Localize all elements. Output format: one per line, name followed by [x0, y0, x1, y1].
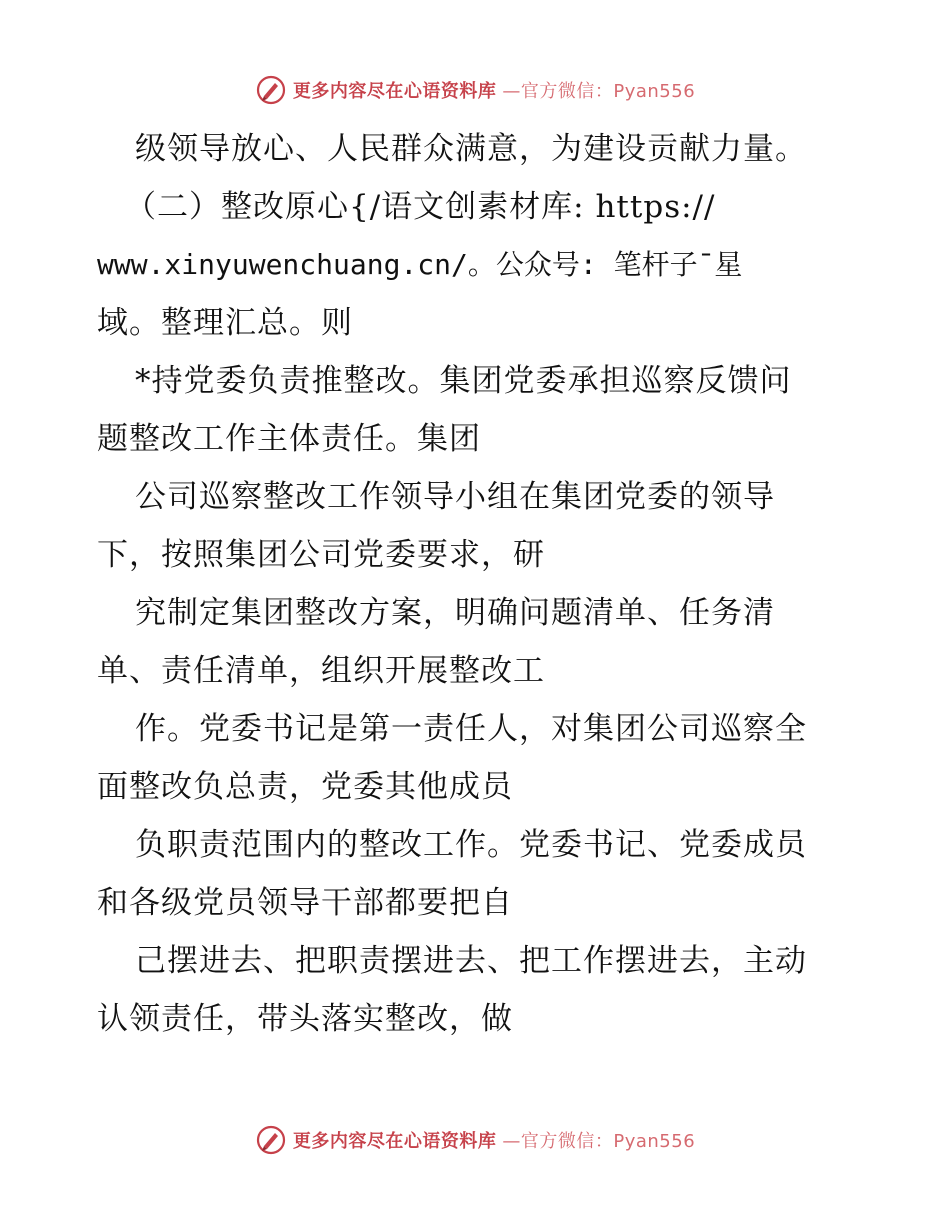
- text-line: 究制定集团整改方案，明确问题清单、任务清: [135, 595, 775, 631]
- text-line: 作。党委书记是第一责任人，对集团公司巡察全: [135, 711, 807, 747]
- text-line: 单、责任清单，组织开展整改工: [97, 653, 545, 689]
- footer-banner-main-text: 更多内容尽在心语资料库: [292, 1131, 497, 1152]
- footer-watermark-banner: [0, 1120, 950, 1160]
- text-line: www.xinyuwenchuang.cn/。公众号: 笔杆子¯星: [97, 248, 743, 281]
- text-line: 域。整理汇总。则: [97, 305, 353, 341]
- header-watermark-banner: [0, 70, 950, 110]
- text-line: 题整改工作主体责任。集团: [97, 421, 481, 457]
- document-body: [97, 120, 857, 1048]
- text-line: 和各级党员领导干部都要把自: [97, 885, 513, 921]
- header-banner-sub-text: —官方微信：Pyan556: [502, 81, 696, 102]
- text-line: 己摆进去、把职责摆进去、把工作摆进去，主动: [135, 943, 807, 979]
- header-banner-main-text: 更多内容尽在心语资料库: [292, 81, 497, 102]
- text-line: 认领责任，带头落实整改，做: [97, 1001, 513, 1037]
- text-line: 公司巡察整改工作领导小组在集团党委的领导: [135, 479, 775, 515]
- text-line: 面整改负总责，党委其他成员: [97, 769, 513, 805]
- footer-banner-sub-text: —官方微信：Pyan556: [502, 1131, 696, 1152]
- pen-logo-icon: [255, 74, 287, 106]
- text-line: *持党委负责推整改。集团党委承担巡察反馈问: [135, 363, 792, 399]
- text-line: 下，按照集团公司党委要求，研: [97, 537, 545, 573]
- text-line: 负职责范围内的整改工作。党委书记、党委成员: [135, 827, 807, 863]
- pen-logo-icon: [255, 1124, 287, 1156]
- text-line: （二）整改原心{/语文创素材库: https://: [125, 189, 716, 225]
- text-line: 级领导放心、人民群众满意，为建设贡献力量。: [135, 131, 807, 167]
